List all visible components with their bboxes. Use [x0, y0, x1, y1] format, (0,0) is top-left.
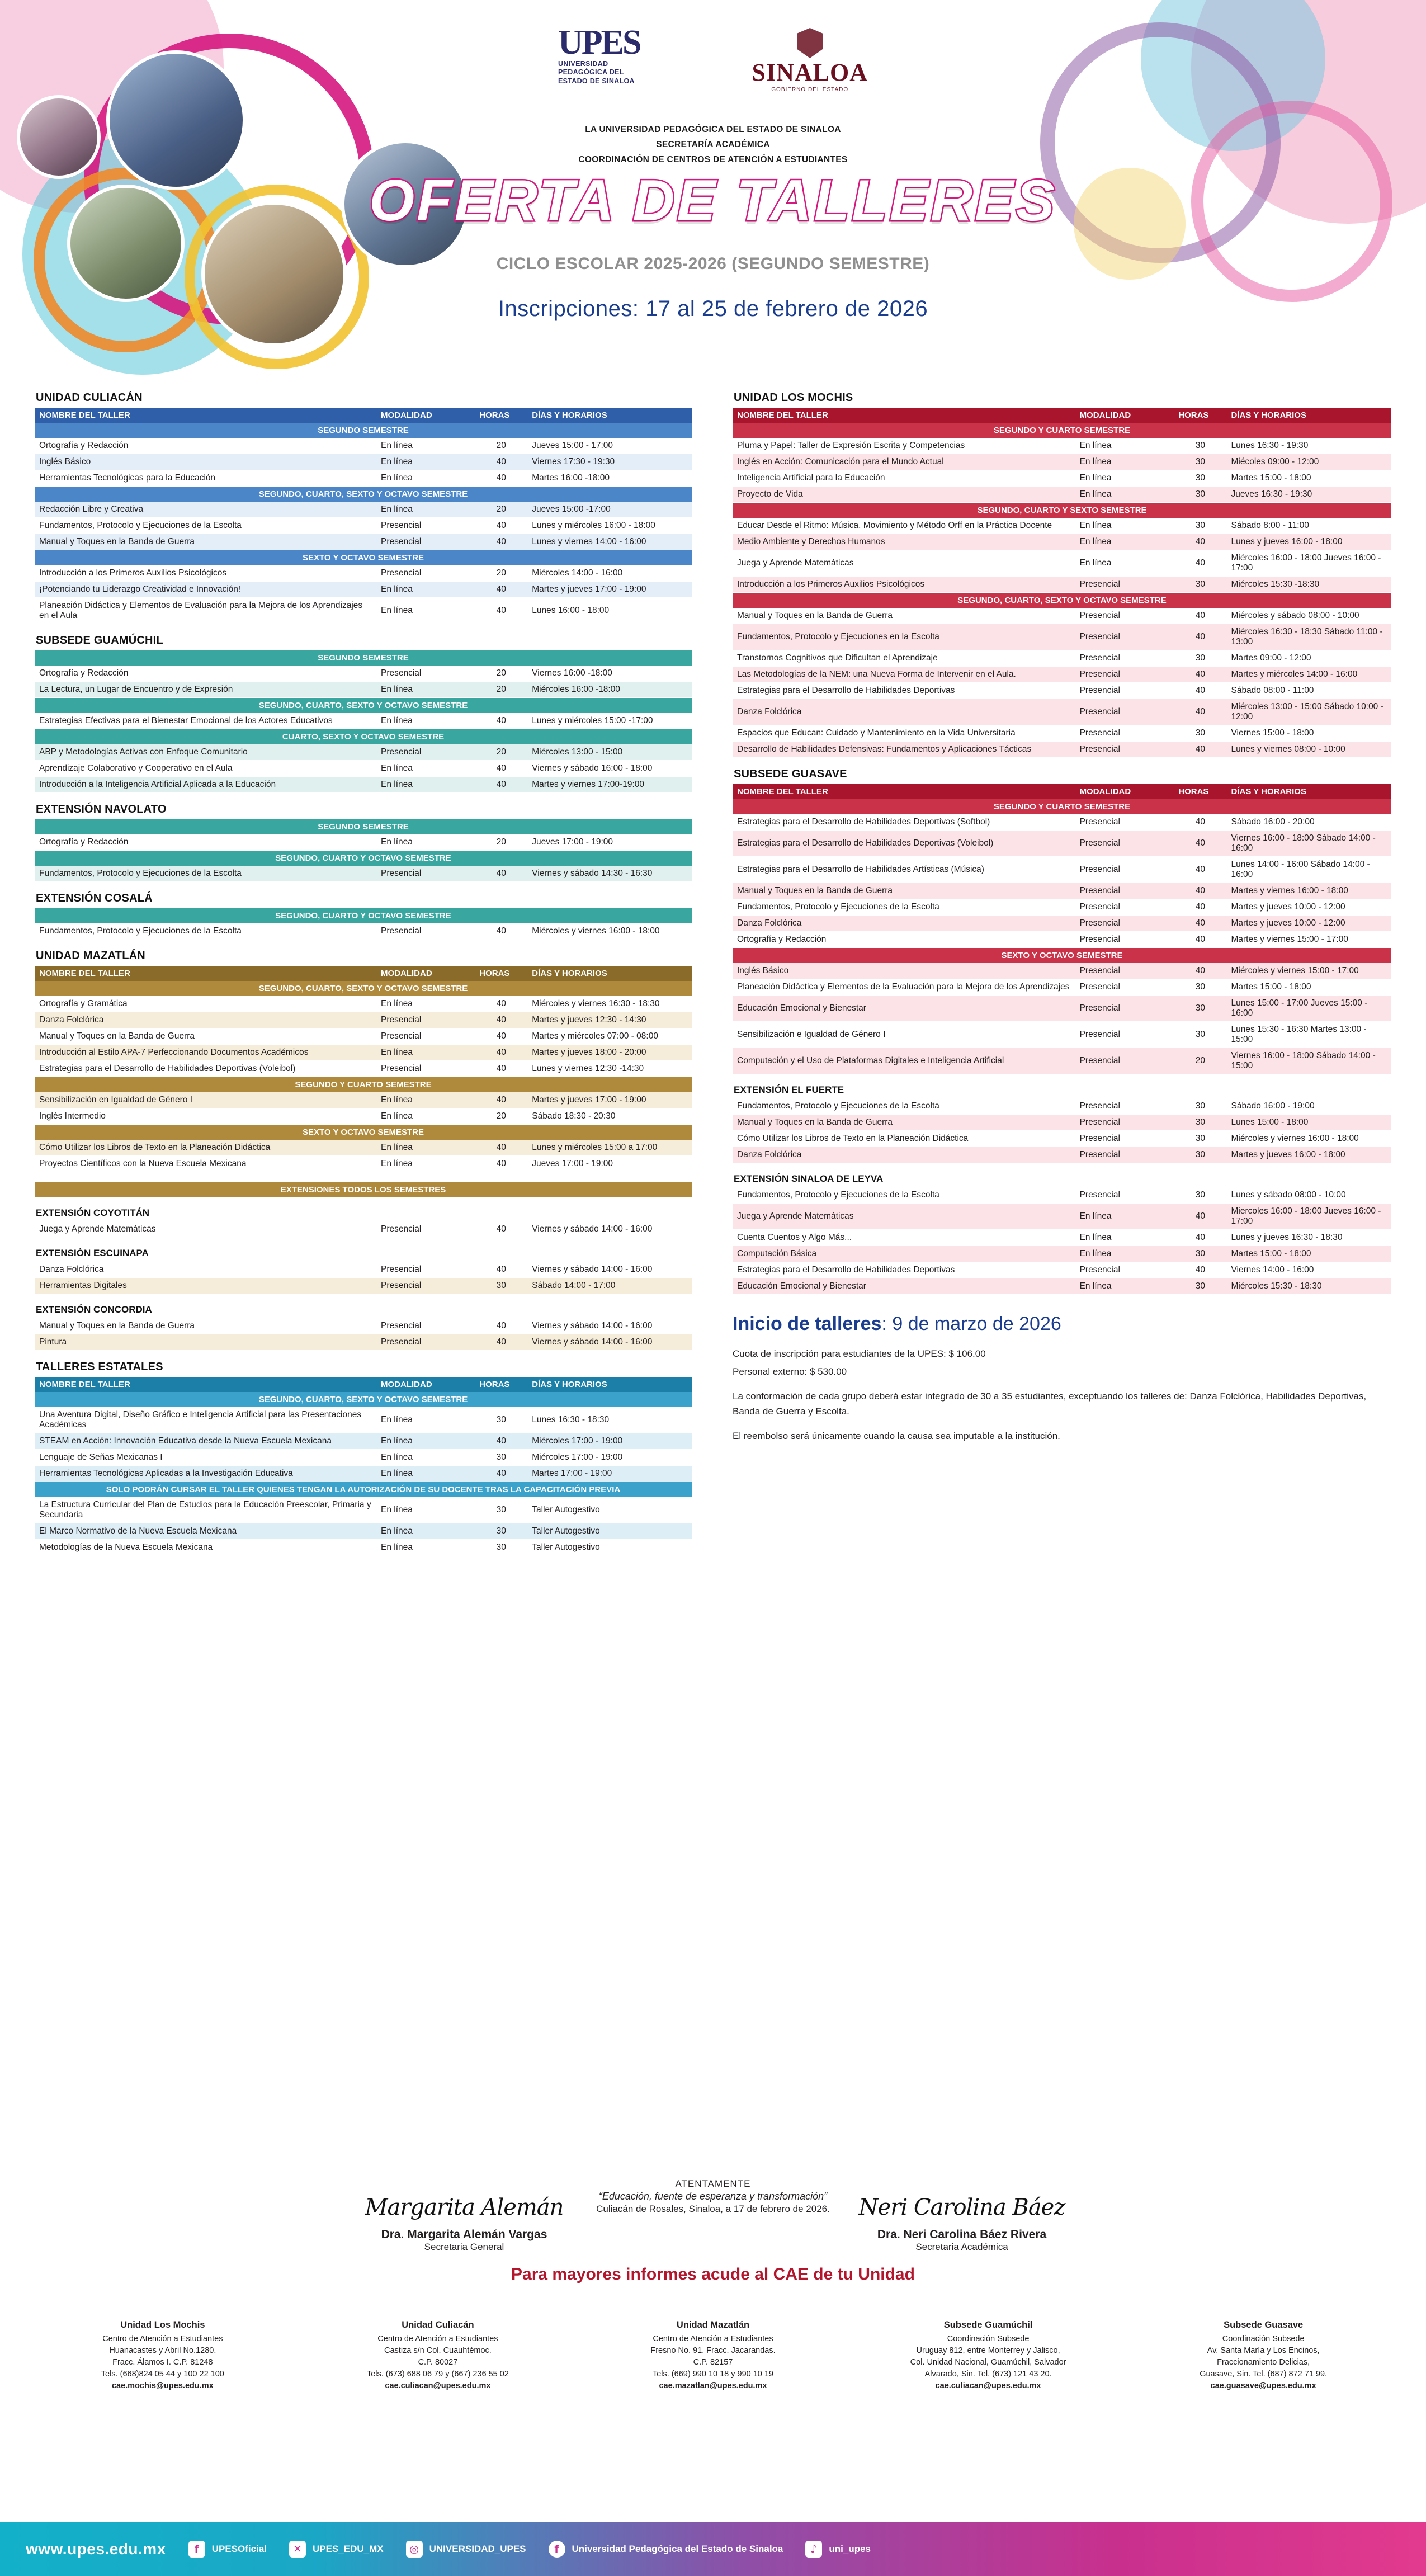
table-row: Cómo Utilizar los Libros de Texto en la Planeación Didáctica Presencial 30 Miércoles y viernes 16:00 - 18:00 [733, 1131, 1391, 1147]
section-header: SEGUNDO, CUARTO Y SEXTO SEMESTRE [733, 503, 1391, 518]
office-culiacan [309, 2319, 567, 2392]
col-header-modality: MODALIDAD [376, 408, 475, 423]
table-header-row [35, 966, 692, 981]
office-line: Centro de Atención a Estudiantes [102, 2334, 223, 2343]
office-line: Centro de Atención a Estudiantes [653, 2334, 773, 2343]
signature-right [805, 2190, 1118, 2253]
col-header-hours: HORAS [475, 408, 527, 423]
unit-title-el-fuerte: EXTENSIÓN EL FUERTE [734, 1084, 844, 1095]
table-guamuchil [35, 650, 692, 793]
start-date-value: : 9 de marzo de 2026 [881, 1313, 1061, 1334]
table-row: STEAM en Acción: Innovación Educativa desde la Nueva Escuela Mexicana En línea 40 Miércoles 17:00 - 19:00 [35, 1433, 692, 1450]
table-row: Manual y Toques en la Banda de Guerra Presencial 30 Lunes 15:00 - 18:00 [733, 1115, 1391, 1131]
cae-info-line: Para mayores informes acude al CAE de tu Unidad [511, 2265, 915, 2284]
table-header-row [733, 408, 1391, 423]
col-header-name: NOMBRE DEL TALLER [35, 966, 376, 981]
table-row: Juega y Aprende Matemáticas En línea 40 Miercoles 16:00 - 18:00 Jueves 16:00 - 17:00 [733, 1204, 1391, 1230]
office-line: C.P. 82157 [693, 2357, 733, 2367]
facebook-page-icon: f [549, 2541, 565, 2558]
section-header: SEGUNDO, CUARTO, SEXTO Y OCTAVO SEMESTRE [35, 981, 692, 996]
x-twitter-icon: ✕ [289, 2541, 306, 2558]
unit-title-sinaloa-de-leyva: EXTENSIÓN SINALOA DE LEYVA [734, 1173, 884, 1184]
col-header-hours: HORAS [475, 1377, 527, 1392]
table-row: Herramientas Digitales Presencial 30 Sábado 14:00 - 17:00 [35, 1278, 692, 1294]
office-line: Alvarado, Sin. Tel. (673) 121 43 20. [924, 2369, 1052, 2379]
table-row: Ortografía y Gramática En línea 40 Miércoles y viernes 16:30 - 18:30 [35, 996, 692, 1012]
office-los-mochis [34, 2319, 292, 2392]
table-row: Pluma y Papel: Taller de Expresión Escrita y Competencias En línea 30 Lunes 16:30 - 19:30 [733, 438, 1391, 454]
institution-lines [0, 122, 1426, 167]
table-row: Lenguaje de Señas Mexicanas I En línea 30 Miércoles 17:00 - 19:00 [35, 1450, 692, 1466]
cycle-subtitle: CICLO ESCOLAR 2025-2026 (SEGUNDO SEMESTRE) [496, 254, 930, 273]
table-concordia [35, 1318, 692, 1351]
table-row: Redacción Libre y Creativa En línea 20 Jueves 15:00 -17:00 [35, 502, 692, 518]
signer-name-right: Dra. Neri Carolina Báez Rivera [877, 2228, 1047, 2241]
table-row: Pintura Presencial 40 Viernes y sábado 14:00 - 16:00 [35, 1334, 692, 1351]
table-row: Manual y Toques en la Banda de Guerra Presencial 40 Viernes y sábado 14:00 - 16:00 [35, 1318, 692, 1334]
table-row: Inglés Básico En línea 40 Viernes 17:30 - 19:30 [35, 454, 692, 470]
institutional-motto: “Educación, fuente de esperanza y transformación” [598, 2191, 828, 2202]
col-header-name: NOMBRE DEL TALLER [35, 408, 376, 423]
table-cosala [35, 908, 692, 940]
table-row: Danza Folclórica Presencial 40 Miércoles 13:00 - 15:00 Sábado 10:00 - 12:00 [733, 699, 1391, 725]
office-line: Coordinación Subsede [947, 2334, 1030, 2343]
col-header-days: DÍAS Y HORARIOS [1226, 784, 1391, 799]
table-row: Manual y Toques en la Banda de Guerra Presencial 40 Martes y miércoles 07:00 - 08:00 [35, 1028, 692, 1045]
office-line: Castiza s/n Col. Cuauhtémoc. [384, 2346, 492, 2355]
table-row: Desarrollo de Habilidades Defensivas: Fundamentos y Aplicaciones Tácticas Presencial 40 Lunes y viernes 08:00 - 10:00 [733, 742, 1391, 758]
section-header: SEXTO Y OCTAVO SEMESTRE [35, 550, 692, 566]
table-row: Herramientas Tecnológicas para la Educación En línea 40 Martes 16:00 -18:00 [35, 470, 692, 487]
section-header: SEGUNDO, CUARTO Y OCTAVO SEMESTRE [35, 851, 692, 866]
table-row: La Estructura Curricular del Plan de Estudios para la Educación Preescolar, Primaria y Secundaria En línea 30 Taller Autogestivo [35, 1497, 692, 1523]
table-row: Educación Emocional y Bienestar Presencial 30 Lunes 15:00 - 17:00 Jueves 15:00 - 16:00 [733, 996, 1391, 1022]
office-line: Huanacastes y Abril No.1280. [109, 2346, 216, 2355]
section-header: SEGUNDO, CUARTO, SEXTO Y OCTAVO SEMESTRE [733, 593, 1391, 608]
table-row: Sensibilización e Igualdad de Género I Presencial 30 Lunes 15:30 - 16:30 Martes 13:00 - 15:00 [733, 1022, 1391, 1048]
table-row: Espacios que Educan: Cuidado y Mantenimiento en la Vida Universitaria Presencial 30 Viernes 15:00 - 18:00 [733, 725, 1391, 742]
col-header-name: NOMBRE DEL TALLER [733, 408, 1075, 423]
social-tiktok[interactable] [805, 2541, 871, 2558]
upes-wordmark: UPES [558, 23, 640, 62]
table-row: Computación y el Uso de Plataformas Digitales e Inteligencia Artificial Presencial 20 Viernes 16:00 - 18:00 Sábado 14:00 - 15:00 [733, 1048, 1391, 1074]
tiktok-icon: ♪ [805, 2541, 822, 2558]
office-email[interactable]: cae.mochis@upes.edu.mx [111, 2381, 214, 2390]
table-guasave [733, 784, 1391, 1074]
table-row: Introducción a los Primeros Auxilios Psicológicos Presencial 30 Miércoles 15:30 -18:30 [733, 577, 1391, 593]
table-row: Danza Folclórica Presencial 40 Viernes y sábado 14:00 - 16:00 [35, 1262, 692, 1278]
table-row: Danza Folclórica Presencial 40 Martes y jueves 10:00 - 12:00 [733, 916, 1391, 932]
unit-title-guamuchil: SUBSEDE GUAMÚCHIL [36, 634, 163, 647]
office-email[interactable]: cae.culiacan@upes.edu.mx [935, 2381, 1041, 2390]
social-instagram[interactable] [406, 2541, 526, 2558]
office-email[interactable]: cae.guasave@upes.edu.mx [1210, 2381, 1316, 2390]
table-row: Estrategias para el Desarrollo de Habilidades Deportivas (Voleibol) Presencial 40 Viernes 16:00 - 18:00 Sábado 14:00 - 16:00 [733, 831, 1391, 857]
table-culiacan [35, 408, 692, 624]
col-header-days: DÍAS Y HORARIOS [527, 1377, 692, 1392]
table-row: Manual y Toques en la Banda de Guerra Presencial 40 Lunes y viernes 14:00 - 16:00 [35, 534, 692, 550]
table-el-fuerte [733, 1098, 1391, 1163]
social-handle: UPESOficial [211, 2544, 267, 2554]
ext-title-concordia: EXTENSIÓN CONCORDIA [36, 1304, 152, 1315]
sinaloa-logo [752, 28, 868, 93]
table-mazatlan [35, 966, 692, 1172]
table-header-row [35, 1377, 692, 1392]
table-row: Introducción al Estilo APA-7 Perfeccionando Documentos Académicos En línea 40 Martes y jueves 18:00 - 20:00 [35, 1045, 692, 1061]
social-handle: UPES_EDU_MX [313, 2544, 384, 2554]
table-row: Medio Ambiente y Derechos Humanos En línea 40 Lunes y jueves 16:00 - 18:00 [733, 534, 1391, 550]
table-extensiones [35, 1182, 692, 1197]
office-name: Subsede Guasave [1224, 2320, 1304, 2330]
facebook-icon: f [188, 2541, 205, 2558]
signature-left [308, 2190, 621, 2253]
table-row: Ortografía y Redacción Presencial 20 Viernes 16:00 -18:00 [35, 666, 692, 682]
office-line: Uruguay 812, entre Monterrey y Jalisco, [916, 2346, 1060, 2355]
table-mochis [733, 408, 1391, 758]
col-header-name: NOMBRE DEL TALLER [733, 784, 1075, 799]
table-row: Fundamentos, Protocolo y Ejecuciones de la Escolta Presencial 40 Miércoles y viernes 16:00 - 18:00 [35, 923, 692, 940]
table-row: Ortografía y Redacción En línea 20 Jueves 17:00 - 19:00 [35, 834, 692, 851]
table-row: Estrategias para el Desarrollo de Habilidades Deportivas (Voleibol) Presencial 40 Lunes y viernes 12:30 -14:30 [35, 1061, 692, 1077]
start-date-label: Inicio de talleres [733, 1313, 882, 1334]
right-column [733, 391, 1391, 1443]
section-header: SEGUNDO, CUARTO, SEXTO Y OCTAVO SEMESTRE [35, 487, 692, 502]
office-email[interactable]: cae.culiacan@upes.edu.mx [385, 2381, 491, 2390]
section-header: SEGUNDO SEMESTRE [35, 819, 692, 834]
table-row: Aprendizaje Colaborativo y Cooperativo en el Aula En línea 40 Viernes y sábado 16:00 - 18:00 [35, 761, 692, 777]
fee-external: Personal externo: $ 530.00 [733, 1366, 847, 1377]
table-row: Estrategias para el Desarrollo de Habilidades Artísticas (Música) Presencial 40 Lunes 14:00 - 16:00 Sábado 14:00 - 16:00 [733, 857, 1391, 883]
social-facebook[interactable] [188, 2541, 267, 2558]
table-row: Proyecto de Vida En línea 30 Jueves 16:30 - 19:30 [733, 487, 1391, 503]
signer-role-right: Secretaria Académica [915, 2242, 1008, 2252]
col-header-days: DÍAS Y HORARIOS [527, 966, 692, 981]
section-header: CUARTO, SEXTO Y OCTAVO SEMESTRE [35, 729, 692, 745]
table-row: Fundamentos, Protocolo y Ejecuciones de la Escolta Presencial 30 Lunes y sábado 08:00 - 10:00 [733, 1187, 1391, 1204]
table-row: Ortografía y Redacción En línea 20 Jueves 15:00 - 17:00 [35, 438, 692, 454]
table-row: Planeación Didáctica y Elementos de Evaluación para la Mejora de los Aprendizajes en el Aula En línea 40 Lunes 16:00 - 18:00 [35, 598, 692, 624]
section-header: SEGUNDO SEMESTRE [35, 423, 692, 438]
table-row: Una Aventura Digital, Diseño Gráfico e Inteligencia Artificial para las Presentaciones Académicas En línea 30 Lunes 16:30 - 18:30 [35, 1407, 692, 1433]
office-name: Subsede Guamúchil [943, 2320, 1033, 2330]
table-header-row [733, 784, 1391, 799]
table-row: Introducción a la Inteligencia Artificial Aplicada a la Educación En línea 40 Martes y viernes 17:00-19:00 [35, 777, 692, 793]
page-title: OFERTA DE TALLERES [369, 168, 1057, 233]
section-header: SEGUNDO Y CUARTO SEMESTRE [733, 423, 1391, 438]
table-header-row [35, 408, 692, 423]
social-handle: Universidad Pedagógica del Estado de Sinaloa [572, 2544, 783, 2554]
office-name: Unidad Los Mochis [120, 2320, 205, 2330]
fee-students: Cuota de inscripción para estudiantes de la UPES: $ 106.00 [733, 1348, 986, 1359]
office-line: Fresno No. 91. Fracc. Jacarandas. [650, 2346, 776, 2355]
office-guasave [1134, 2319, 1392, 2392]
office-line: Guasave, Sin. Tel. (687) 872 71 99. [1200, 2369, 1328, 2379]
col-header-hours: HORAS [1174, 784, 1226, 799]
sinaloa-wordmark: SINALOA [752, 59, 868, 86]
unit-title-cosala: EXTENSIÓN COSALÁ [36, 892, 153, 904]
section-header: SEGUNDO SEMESTRE [35, 650, 692, 666]
table-row: Sensibilización en Igualdad de Género I En línea 40 Martes y jueves 17:00 - 19:00 [35, 1092, 692, 1108]
social-facebook-page[interactable] [549, 2541, 783, 2558]
table-row: Planeación Didáctica y Elementos de la Evaluación para la Mejora de los Aprendizajes Presencial 30 Martes 15:00 - 18:00 [733, 979, 1391, 996]
office-name: Unidad Culiacán [402, 2320, 474, 2330]
signer-role-left: Secretaria General [424, 2242, 504, 2252]
table-row: Educación Emocional y Bienestar En línea 30 Miércoles 15:30 - 18:30 [733, 1278, 1391, 1295]
section-header: SEGUNDO, CUARTO, SEXTO Y OCTAVO SEMESTRE [35, 1392, 692, 1407]
table-row: Computación Básica En línea 30 Martes 15:00 - 18:00 [733, 1246, 1391, 1262]
table-row: Educar Desde el Ritmo: Música, Movimiento y Método Orff en la Práctica Docente En línea 30 Sábado 8:00 - 11:00 [733, 518, 1391, 534]
table-row: Ortografía y Redacción Presencial 40 Martes y viernes 15:00 - 17:00 [733, 932, 1391, 948]
office-line: Fraccionamiento Delicias, [1217, 2357, 1310, 2367]
section-header: SEGUNDO, CUARTO, SEXTO Y OCTAVO SEMESTRE [35, 698, 692, 714]
table-row: Fundamentos, Protocolo y Ejecuciones de la Escolta Presencial 40 Viernes y sábado 14:30 - 16:30 [35, 866, 692, 882]
table-row: ¡Potenciando tu Liderazgo Creatividad e Innovación! En línea 40 Martes y jueves 17:00 - 19:00 [35, 582, 692, 598]
unit-title-culiacan: UNIDAD CULIACÁN [36, 391, 143, 404]
col-header-modality: MODALIDAD [1075, 784, 1174, 799]
table-row: Cómo Utilizar los Libros de Texto en la Planeación Didáctica En línea 40 Lunes y miércoles 15:00 a 17:00 [35, 1140, 692, 1156]
office-line: Col. Unidad Nacional, Guamúchil, Salvador [910, 2357, 1066, 2367]
extensiones-banner: EXTENSIONES TODOS LOS SEMESTRES [35, 1182, 692, 1197]
table-row: Inglés en Acción: Comunicación para el Mundo Actual En línea 30 Miécoles 09:00 - 12:00 [733, 454, 1391, 470]
office-line: C.P. 80027 [418, 2357, 458, 2367]
table-row: Estrategias Efectivas para el Bienestar Emocional de los Actores Educativos En línea 40 Lunes y miércoles 15:00 -17:00 [35, 713, 692, 729]
table-row: Fundamentos, Protocolo y Ejecuciones de la Escolta Presencial 40 Martes y jueves 10:00 - 12:00 [733, 899, 1391, 916]
col-header-days: DÍAS Y HORARIOS [1226, 408, 1391, 423]
col-header-hours: HORAS [475, 966, 527, 981]
institution-line-2: SECRETARÍA ACADÉMICA [656, 140, 770, 150]
table-row: Metodologías de la Nueva Escuela Mexicana En línea 30 Taller Autogestivo [35, 1540, 692, 1556]
atentamente-label: ATENTAMENTE [675, 2178, 751, 2189]
table-row: Fundamentos, Protocolo y Ejecuciones de la Escolta Presencial 30 Sábado 16:00 - 19:00 [733, 1098, 1391, 1115]
social-handle: uni_upes [829, 2544, 871, 2554]
table-row: Fundamentos, Protocolo y Ejecuciones en la Escolta Presencial 40 Miércoles 16:30 - 18:30 Sábado 11:00 - 13:00 [733, 624, 1391, 650]
social-handle: UNIVERSIDAD_UPES [429, 2544, 526, 2554]
poster-footer [0, 2310, 1426, 2576]
office-line: Tels. (673) 688 06 79 y (667) 236 55 02 [366, 2369, 509, 2379]
table-row: Introducción a los Primeros Auxilios Psicológicos Presencial 20 Miércoles 14:00 - 16:00 [35, 565, 692, 582]
table-row: Juega y Aprende Matemáticas Presencial 40 Viernes y sábado 14:00 - 16:00 [35, 1221, 692, 1238]
col-header-days: DÍAS Y HORARIOS [527, 408, 692, 423]
table-row: Estrategias para el Desarrollo de Habilidades Deportivas Presencial 40 Sábado 08:00 - 11:00 [733, 683, 1391, 699]
start-date-heading [733, 1309, 1391, 1339]
table-row: Transtornos Cognitivos que Dificultan el Aprendizaje Presencial 30 Martes 09:00 - 12:00 [733, 650, 1391, 667]
section-header: SEXTO Y OCTAVO SEMESTRE [35, 1125, 692, 1140]
place-and-date: Culiacán de Rosales, Sinaloa, a 17 de febrero de 2026. [596, 2204, 830, 2214]
signature-script-left: Margarita Alemán [365, 2195, 564, 2220]
col-header-name: NOMBRE DEL TALLER [35, 1377, 376, 1392]
signature-script-right: Neri Carolina Báez [858, 2195, 1065, 2220]
left-column [35, 391, 692, 1566]
table-row: La Lectura, un Lugar de Encuentro y de Expresión En línea 20 Miércoles 16:00 -18:00 [35, 682, 692, 698]
ext-title-coyotitan: EXTENSIÓN COYOTITÁN [36, 1207, 150, 1218]
table-row: Fundamentos, Protocolo y Ejecuciones de la Escolta Presencial 40 Lunes y miércoles 16:00 - 18:00 [35, 518, 692, 534]
col-header-modality: MODALIDAD [1075, 408, 1174, 423]
table-row: Inteligencia Artificial para la Educación En línea 30 Martes 15:00 - 18:00 [733, 470, 1391, 487]
social-x-twitter[interactable] [289, 2541, 384, 2558]
office-line: Tels. (668)824 05 44 y 100 22 100 [101, 2369, 224, 2379]
table-row: Las Metodologías de la NEM: una Nueva Forma de Intervenir en el Aula. Presencial 40 Martes y miércoles 14:00 - 16:00 [733, 667, 1391, 683]
authorization-banner: SOLO PODRÁN CURSAR EL TALLER QUIENES TENGAN LA AUTORIZACIÓN DE SU DOCENTE TRAS LA CAPACITACIÓN PREVIA [35, 1482, 692, 1498]
table-row: El Marco Normativo de la Nueva Escuela Mexicana En línea 30 Taller Autogestivo [35, 1523, 692, 1540]
table-row: Manual y Toques en la Banda de Guerra Presencial 40 Miércoles y sábado 08:00 - 10:00 [733, 608, 1391, 624]
sinaloa-seal-icon [797, 28, 823, 58]
table-row: Danza Folclórica Presencial 30 Martes y jueves 16:00 - 18:00 [733, 1147, 1391, 1163]
unit-title-mochis: UNIDAD LOS MOCHIS [734, 391, 853, 404]
unit-title-mazatlan: UNIDAD MAZATLÁN [36, 950, 145, 962]
table-row: Inglés Básico Presencial 40 Miércoles y viernes 15:00 - 17:00 [733, 963, 1391, 979]
ext-title-escuinapa: EXTENSIÓN ESCUINAPA [36, 1248, 149, 1258]
inscription-dates: Inscripciones: 17 al 25 de febrero de 2026 [498, 296, 928, 321]
office-line: Centro de Atención a Estudiantes [377, 2334, 498, 2343]
office-email[interactable]: cae.mazatlan@upes.edu.mx [659, 2381, 767, 2390]
table-row: Manual y Toques en la Banda de Guerra Presencial 40 Martes y viernes 16:00 - 18:00 [733, 883, 1391, 899]
upes-logo-subtitle: UNIVERSIDAD PEDAGÓGICA DEL ESTADO DE SINALOA [558, 59, 635, 85]
table-row: Juega y Aprende Matemáticas En línea 40 Miércoles 16:00 - 18:00 Jueves 16:00 - 17:00 [733, 550, 1391, 577]
table-row: Danza Folclórica Presencial 40 Martes y jueves 12:30 - 14:30 [35, 1012, 692, 1028]
table-row: Cuenta Cuentos y Algo Más... En línea 40 Lunes y jueves 16:30 - 18:30 [733, 1230, 1391, 1246]
info-block [733, 1309, 1391, 1443]
institution-line-1: LA UNIVERSIDAD PEDAGÓGICA DEL ESTADO DE SINALOA [585, 125, 841, 134]
col-header-hours: HORAS [1174, 408, 1226, 423]
office-line: Coordinación Subsede [1222, 2334, 1305, 2343]
office-line: Tels. (669) 990 10 18 y 990 10 19 [652, 2369, 774, 2379]
logo-area [0, 23, 1426, 93]
table-coyotitan [35, 1221, 692, 1238]
upes-logo [558, 23, 640, 86]
col-header-modality: MODALIDAD [376, 966, 475, 981]
sinaloa-logo-subtitle: GOBIERNO DEL ESTADO [771, 87, 849, 93]
office-guamuchil [859, 2319, 1117, 2392]
table-row: Proyectos Científicos con la Nueva Escuela Mexicana En línea 40 Jueves 17:00 - 19:00 [35, 1156, 692, 1172]
table-escuinapa [35, 1262, 692, 1294]
instagram-icon: ◎ [406, 2541, 423, 2558]
table-row: Estrategias para el Desarrollo de Habilidades Deportivas Presencial 40 Viernes 14:00 - 16:00 [733, 1262, 1391, 1278]
signer-name-left: Dra. Margarita Alemán Vargas [381, 2228, 547, 2241]
table-row: Herramientas Tecnológicas Aplicadas a la Investigación Educativa En línea 40 Martes 17:00 - 19:00 [35, 1466, 692, 1482]
office-mazatlan [584, 2319, 842, 2392]
table-estatales [35, 1377, 692, 1556]
poster-header [0, 0, 1426, 391]
table-sinaloa-de-leyva [733, 1187, 1391, 1295]
website-link[interactable]: www.upes.edu.mx [26, 2540, 166, 2558]
institution-line-3: COORDINACIÓN DE CENTROS DE ATENCIÓN A ESTUDIANTES [578, 155, 848, 165]
table-row: ABP y Metodologías Activas con Enfoque Comunitario Presencial 20 Miércoles 13:00 - 15:00 [35, 744, 692, 761]
office-name: Unidad Mazatlán [676, 2320, 750, 2330]
section-header: SEGUNDO Y CUARTO SEMESTRE [35, 1077, 692, 1093]
section-header: SEGUNDO Y CUARTO SEMESTRE [733, 799, 1391, 814]
col-header-modality: MODALIDAD [376, 1377, 475, 1392]
table-navolato [35, 819, 692, 882]
section-header: SEGUNDO, CUARTO Y OCTAVO SEMESTRE [35, 908, 692, 923]
unit-title-navolato: EXTENSIÓN NAVOLATO [36, 803, 167, 815]
signatures-area [0, 2178, 1426, 2284]
table-row: Estrategias para el Desarrollo de Habilidades Deportivas (Softbol) Presencial 40 Sábado 16:00 - 20:00 [733, 814, 1391, 831]
refund-note: El reembolso será únicamente cuando la causa sea imputable a la institución. [733, 1431, 1060, 1442]
unit-title-guasave: SUBSEDE GUASAVE [734, 768, 847, 780]
section-header: SEXTO Y OCTAVO SEMESTRE [733, 948, 1391, 964]
group-composition-note: La conformación de cada grupo deberá estar integrado de 30 a 35 estudiantes, exceptuando los talleres de: Danza Folclórica, Habilidades Deportivas, Banda de Guerra y Escolta. [733, 1391, 1367, 1417]
unit-title-estatales: TALLERES ESTATALES [36, 1361, 163, 1373]
office-line: Av. Santa María y Los Encinos, [1207, 2346, 1320, 2355]
table-row: Inglés Intermedio En línea 20 Sábado 18:30 - 20:30 [35, 1108, 692, 1125]
office-line: Fracc. Álamos I. C.P. 81248 [112, 2357, 213, 2367]
social-bar [0, 2522, 1426, 2576]
